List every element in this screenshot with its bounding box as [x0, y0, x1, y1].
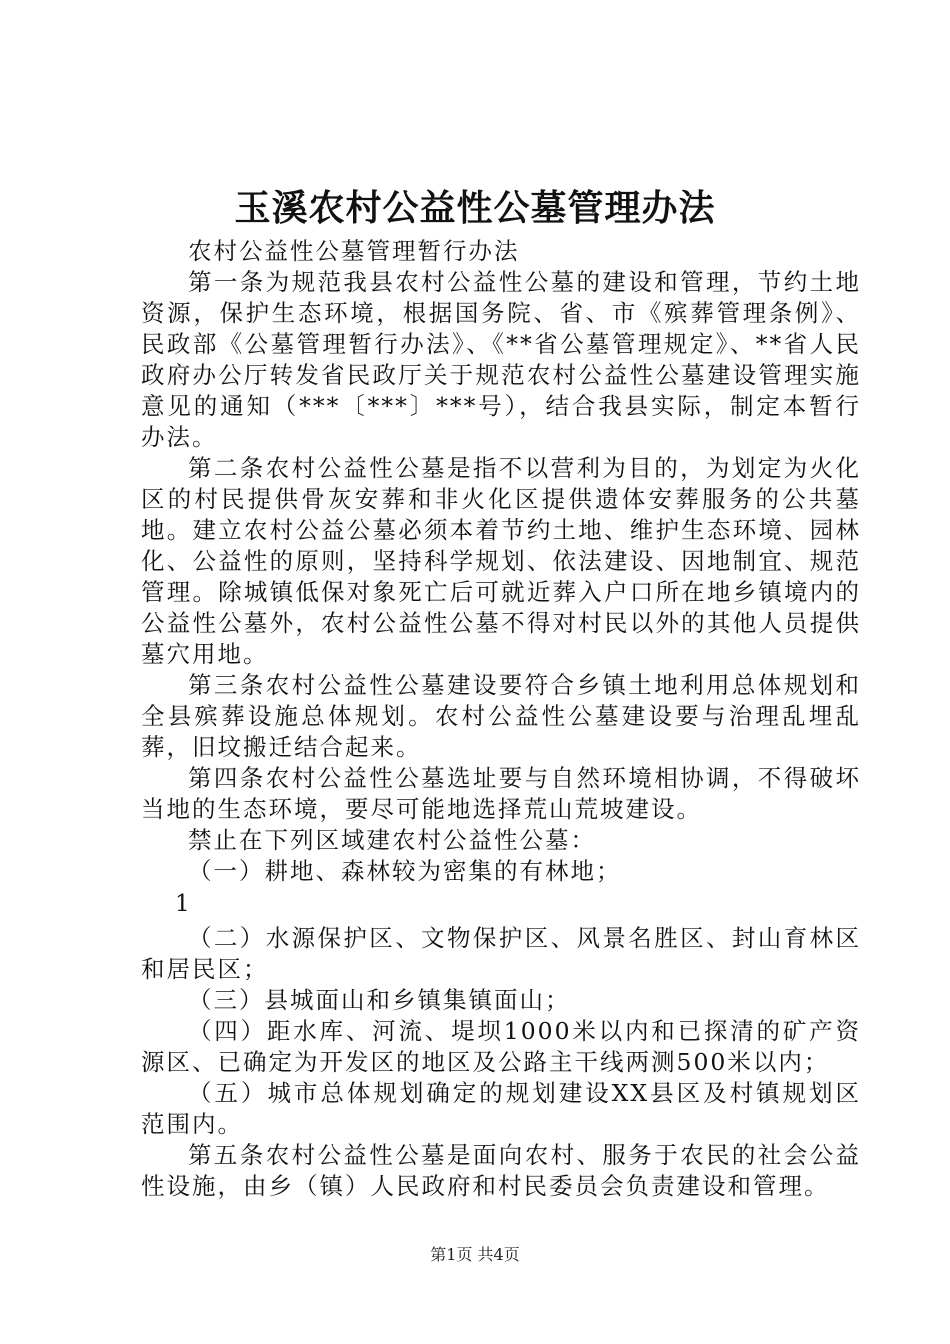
article-4-paragraph: 第四条农村公益性公墓选址要与自然环境相协调，不得破坏当地的生态环境，要尽可能地选择荒山荒坡建设。	[141, 764, 861, 823]
article-3-paragraph: 第三条农村公益性公墓建设要符合乡镇土地利用总体规划和全县殡葬设施总体规划。农村公益性公墓建设要与治理乱埋乱葬，旧坟搬迁结合起来。	[141, 671, 861, 761]
prohibited-item-5: （五）城市总体规划确定的规划建设XX县区及村镇规划区范围内。	[141, 1079, 861, 1138]
prohibited-item-4: （四）距水库、河流、堤坝1000米以内和已探清的矿产资源区、已确定为开发区的地区及公路主干线两测500米以内；	[141, 1017, 861, 1076]
article-2-paragraph: 第二条农村公益性公墓是指不以营利为目的，为划定为火化区的村民提供骨灰安葬和非火化区提供遗体安葬服务的公共墓地。建立农村公益公墓必须本着节约土地、维护生态环境、园林化、公益性的原则，坚持科学规划、依法建设、因地制宜、规范管理。除城镇低保对象死亡后可就近葬入户口所在地乡镇境内的公益性公墓外，农村公益性公墓不得对村民以外的其他人员提供墓穴用地。	[141, 454, 861, 668]
subtitle-paragraph: 农村公益性公墓管理暂行办法	[188, 237, 520, 265]
prohibited-item-2: （二）水源保护区、文物保护区、风景名胜区、封山育林区和居民区；	[141, 924, 861, 983]
prohibited-item-3: （三）县城面山和乡镇集镇面山；	[188, 986, 571, 1014]
prohibited-item-1: （一）耕地、森林较为密集的有林地；	[188, 857, 622, 885]
article-5-paragraph: 第五条农村公益性公墓是面向农村、服务于农民的社会公益性设施，由乡（镇）人民政府和村民委员会负责建设和管理。	[141, 1141, 861, 1200]
page-break-marker: 1	[175, 891, 190, 917]
article-1-paragraph: 第一条为规范我县农村公益性公墓的建设和管理，节约土地资源，保护生态环境，根据国务院、省、市《殡葬管理条例》、民政部《公墓管理暂行办法》、《**省公墓管理规定》、**省人民政府办公厅转发省民政厅关于规范农村公益性公墓建设管理实施意见的通知（***〔***〕***号），结合我县实际，制定本暂行办法。	[141, 268, 861, 451]
page-title: 玉溪农村公益性公墓管理办法	[234, 187, 716, 229]
document-body	[141, 236, 861, 1202]
prohibited-areas-intro: 禁止在下列区域建农村公益性公墓：	[188, 826, 596, 854]
page-footer: 第1页 共4页	[430, 1245, 520, 1264]
